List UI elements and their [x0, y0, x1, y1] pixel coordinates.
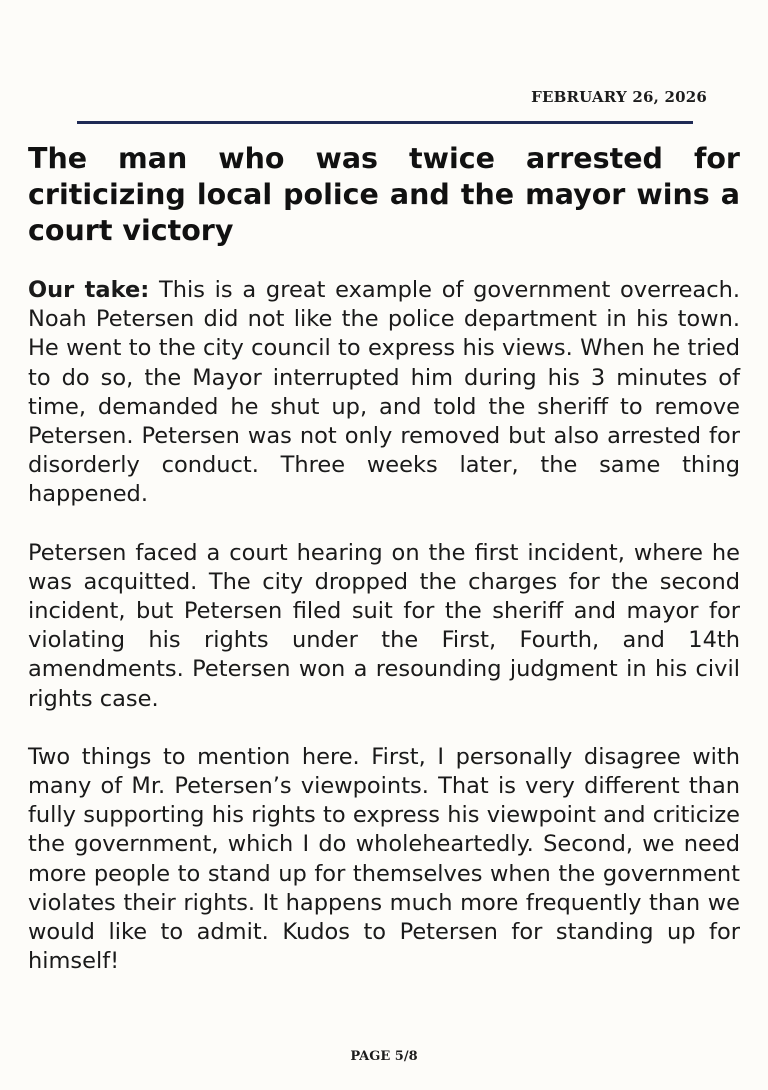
- article-headline: The man who was twice arrested for criticizing local police and the mayor wins a court victory: [28, 142, 740, 247]
- article-body: [28, 276, 740, 1005]
- article-paragraph-1: [28, 276, 740, 510]
- article-paragraph-2: Petersen faced a court hearing on the first incident, where he was acquitted. The city dropped the charges for the second incident, but Petersen filed suit for the sheriff and mayor for violating his rights under the First, Fourth, and 14th amendments. Petersen won a resounding judgment in his civil rights case.: [28, 539, 740, 712]
- issue-date: FEBRUARY 26, 2026: [531, 88, 707, 106]
- article-paragraph-3: Two things to mention here. First, I personally disagree with many of Mr. Petersen’s viewpoints. That is very different than fully supporting his rights to express his viewpoint and criticize the government, which I do wholeheartedly. Second, we need more people to stand up for themselves when the government violates their rights. It happens much more frequently than we would like to admit. Kudos to Petersen for standing up for himself!: [28, 743, 740, 975]
- our-take-label: Our take:: [28, 277, 150, 303]
- header-divider: [77, 121, 693, 124]
- page-number: PAGE 5/8: [350, 1049, 418, 1064]
- paragraph-1-text: This is a great example of government overreach. Noah Petersen did not like the police department in his town. He went to the city council to express his views. When he tried to do so, the Mayor interrupted him during his 3 minutes of time, demanded he shut up, and told the sheriff to remove Petersen. Petersen was not only removed but also arrested for disorderly conduct. Three weeks later, the same thing happened.: [28, 277, 740, 508]
